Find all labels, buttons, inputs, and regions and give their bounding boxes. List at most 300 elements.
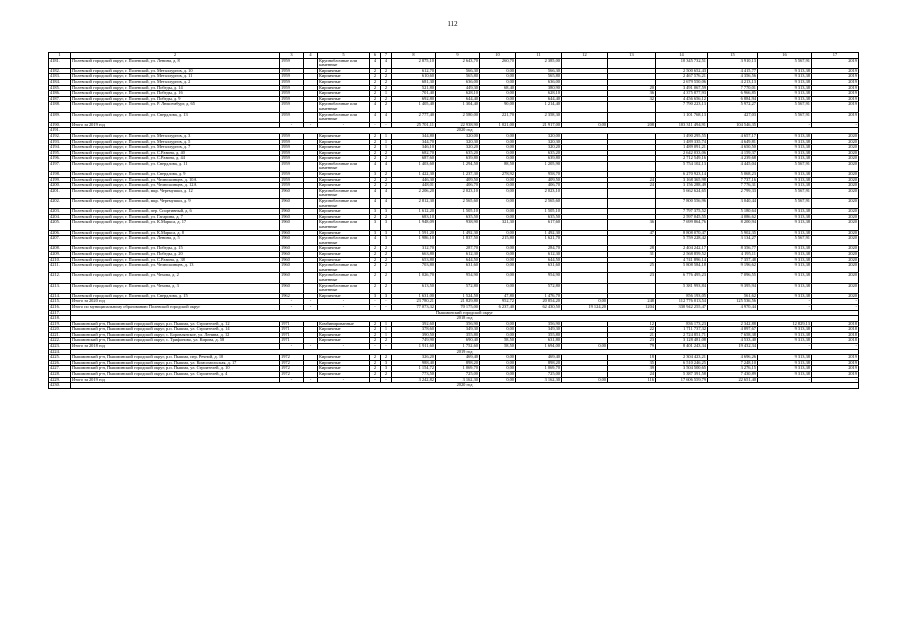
- table-cell: Кирпичные: [318, 183, 370, 189]
- table-cell: 2: [381, 79, 392, 85]
- table-cell: 4 657,17: [708, 133, 758, 139]
- table-cell: 1960: [280, 246, 304, 252]
- table-cell: 1 490 295,55: [656, 133, 708, 139]
- table-cell: 2 342,88: [708, 321, 758, 327]
- table-cell: 2 206,20: [392, 188, 436, 198]
- table-cell: 215,80: [480, 236, 516, 246]
- table-cell: 320,30: [516, 139, 562, 145]
- table-cell: 1960: [280, 214, 304, 220]
- table-cell: Кирпичные: [318, 257, 370, 263]
- table-cell: 2: [381, 355, 392, 361]
- table-cell: -: [304, 344, 318, 350]
- table-cell: 1 422,30: [392, 172, 436, 178]
- table-cell: Крупноблочные или каменные: [318, 112, 370, 122]
- table-cell: 9 313,38: [758, 366, 812, 372]
- register-table: [48, 52, 859, 389]
- table-cell: 0,00: [480, 74, 516, 80]
- row-number: 4181.: [49, 58, 71, 68]
- table-cell: 3 162,30: [516, 377, 562, 383]
- table-cell: 2: [381, 177, 392, 183]
- table-cell: 644,50: [516, 257, 562, 263]
- table-cell: 3: [370, 209, 381, 215]
- table-cell: 0,00: [480, 257, 516, 263]
- table-cell: Крупноблочные или каменные: [318, 199, 370, 209]
- table-cell: 628,10: [436, 91, 480, 97]
- table-cell: 1959: [280, 183, 304, 189]
- table-cell: 958,70: [516, 172, 562, 178]
- table-cell: 2020: [812, 199, 859, 209]
- table-cell: 9 313,38: [758, 327, 812, 333]
- page-number: 112: [447, 20, 458, 28]
- address-cell: Полевской городской округ, г. Полевской, ул. Свердлова, д. 13: [71, 112, 280, 122]
- table-row: [49, 102, 859, 112]
- table-cell: 31: [608, 251, 656, 257]
- table-cell: Кирпичные: [318, 360, 370, 366]
- table-cell: -: [812, 344, 859, 350]
- table-cell: [608, 161, 656, 171]
- table-cell: 1959: [280, 85, 304, 91]
- table-cell: 572,80: [436, 283, 480, 293]
- table-cell: [304, 199, 318, 209]
- address-cell: Пышминский р-н, Пышминский городской округ, р.п. Пышма, ул. Комсомольская, д. 17: [71, 360, 280, 366]
- table-cell: [562, 283, 608, 293]
- table-cell: 6 884,94: [708, 96, 758, 102]
- table-cell: Кирпичные: [318, 332, 370, 338]
- table-cell: 2020: [812, 133, 859, 139]
- table-cell: 2 597 045,55: [656, 214, 708, 220]
- table-cell: 4: [381, 58, 392, 68]
- table-cell: 1: [381, 321, 392, 327]
- table-cell: 521,80: [392, 85, 436, 91]
- table-cell: 9 313,38: [758, 79, 812, 85]
- row-number: 4187.: [49, 96, 71, 102]
- table-cell: 47,80: [480, 293, 516, 299]
- table-cell: Кирпичные: [318, 293, 370, 299]
- table-cell: 1959: [280, 74, 304, 80]
- address-cell: Итого по муниципальному образованию Полевской городской округ: [71, 304, 280, 310]
- table-cell: 1 021,00: [480, 122, 516, 128]
- row-number: 4228.: [49, 372, 71, 378]
- table-cell: 4 195,11: [708, 251, 758, 257]
- table-cell: 5 972,27: [708, 102, 758, 112]
- address-cell: Полевской городской округ, г. Полевской, ул. Победы, д. 9: [71, 96, 280, 102]
- table-cell: 321,30: [480, 220, 516, 230]
- table-cell: 0,00: [562, 299, 608, 305]
- table-cell: 2 643,70: [436, 58, 480, 68]
- table-cell: 5 567,91: [758, 236, 812, 246]
- table-cell: 1 205,90: [516, 161, 562, 171]
- table-cell: 2: [381, 214, 392, 220]
- table-cell: 3 168 365,98: [656, 177, 708, 183]
- table-cell: Крупноблочные или каменные: [318, 283, 370, 293]
- table-cell: 1 237,30: [436, 172, 480, 178]
- table-cell: 326,20: [392, 355, 436, 361]
- table-cell: Кирпичные: [318, 230, 370, 236]
- row-number: 4205.: [49, 220, 71, 230]
- row-number: 4211.: [49, 263, 71, 273]
- table-cell: 2: [370, 283, 381, 293]
- address-cell: Пышминский р-н, Пышминский городской округ, р.п. Пышма, пер. Речной, д. 10: [71, 355, 280, 361]
- row-number: 4217.: [49, 310, 71, 316]
- row-number: 4220.: [49, 327, 71, 333]
- address-cell: Итого за 2020 год: [71, 299, 280, 305]
- table-cell: 635,20: [436, 150, 480, 156]
- table-cell: 0,00: [480, 372, 516, 378]
- table-cell: 3: [381, 209, 392, 215]
- table-cell: [608, 236, 656, 246]
- table-cell: -: [280, 304, 304, 310]
- table-cell: 35: [608, 360, 656, 366]
- table-cell: 2 304 423,21: [656, 355, 708, 361]
- table-cell: Крупноблочные или каменные: [318, 102, 370, 112]
- table-cell: -: [280, 299, 304, 305]
- table-cell: 938,90: [436, 220, 480, 230]
- table-cell: 7 248,10: [708, 360, 758, 366]
- table-cell: 9 313,38: [758, 68, 812, 74]
- table-cell: 356,90: [436, 321, 480, 327]
- table-cell: Крупноблочные или каменные: [318, 273, 370, 283]
- table-cell: -: [318, 344, 370, 350]
- row-number: 4197.: [49, 161, 71, 171]
- table-cell: 1959: [280, 91, 304, 97]
- table-cell: -: [758, 299, 812, 305]
- table-cell: 2 812,30: [392, 199, 436, 209]
- table-cell: -: [318, 377, 370, 383]
- table-cell: 24: [608, 177, 656, 183]
- table-cell: 9 313,38: [758, 145, 812, 151]
- table-cell: 2 712 549,16: [656, 156, 708, 162]
- table-cell: 116: [608, 377, 656, 383]
- table-cell: 2019: [812, 58, 859, 68]
- table-cell: 701,40: [392, 91, 436, 97]
- table-cell: 4 375 877,93: [656, 91, 708, 97]
- table-cell: -: [370, 344, 381, 350]
- table-cell: 1: [381, 145, 392, 151]
- table-cell: 25: [608, 263, 656, 273]
- table-cell: 9 196,62: [708, 263, 758, 273]
- table-cell: [304, 161, 318, 171]
- table-cell: 5 567,91: [758, 199, 812, 209]
- table-cell: 687,60: [392, 156, 436, 162]
- table-cell: 1959: [280, 150, 304, 156]
- table-cell: -: [758, 344, 812, 350]
- table-cell: 320,20: [436, 145, 480, 151]
- table-cell: 9 313,38: [758, 150, 812, 156]
- table-cell: 1 101 768,13: [656, 112, 708, 122]
- address-cell: Полевской городской округ, г. Полевской, ул. Победы, д. 16: [71, 91, 280, 97]
- table-cell: 2 875,10: [392, 58, 436, 68]
- table-cell: 1 986,10: [392, 236, 436, 246]
- table-cell: [562, 112, 608, 122]
- table-cell: 2019: [812, 372, 859, 378]
- table-cell: 23 780,21: [392, 299, 436, 305]
- table-cell: 636,00: [516, 79, 562, 85]
- table-cell: 1 069,70: [516, 366, 562, 372]
- address-cell: Полевской городской округ, г. Полевской, ул. Ленина, д. 5: [71, 236, 280, 246]
- table-cell: 1971: [280, 338, 304, 344]
- table-cell: 1972: [280, 372, 304, 378]
- table-cell: 954,90: [436, 273, 480, 283]
- table-cell: 2: [381, 246, 392, 252]
- table-cell: 330 942 255,47: [656, 304, 708, 310]
- table-cell: 3 128 481,08: [656, 338, 708, 344]
- table-cell: 2: [370, 183, 381, 189]
- table-cell: 5 902,35: [708, 230, 758, 236]
- table-cell: 2: [370, 68, 381, 74]
- table-cell: 631,80: [516, 338, 562, 344]
- table-cell: [562, 199, 608, 209]
- table-cell: 1 304,40: [436, 102, 480, 112]
- table-cell: 0,00: [480, 283, 516, 293]
- table-cell: [304, 112, 318, 122]
- table-cell: 644,40: [516, 96, 562, 102]
- table-cell: 4 696,26: [708, 355, 758, 361]
- table-cell: 644,40: [436, 96, 480, 102]
- table-cell: -: [304, 299, 318, 305]
- table-cell: 2019: [812, 85, 859, 91]
- table-cell: 312,70: [392, 246, 436, 252]
- table-cell: 4 159,37: [708, 150, 758, 156]
- table-cell: 9 313,38: [758, 273, 812, 283]
- table-cell: 9 313,38: [758, 293, 812, 299]
- table-cell: 23: [608, 338, 656, 344]
- table-cell: 2: [370, 133, 381, 139]
- table-cell: 3: [370, 220, 381, 230]
- table-cell: 1 403,60: [392, 161, 436, 171]
- table-cell: [562, 220, 608, 230]
- table-cell: 3 134,27: [708, 236, 758, 246]
- table-cell: 1 214,40: [516, 102, 562, 112]
- table-cell: 390,50: [392, 332, 436, 338]
- row-number: 4206.: [49, 230, 71, 236]
- row-number: 4186.: [49, 91, 71, 97]
- table-cell: -: [370, 299, 381, 305]
- table-cell: 2020: [812, 156, 859, 162]
- table-cell: 5 567,91: [758, 112, 812, 122]
- table-cell: 0,00: [480, 188, 516, 198]
- table-cell: 3: [381, 360, 392, 366]
- table-cell: Кирпичные: [318, 91, 370, 97]
- table-cell: 4: [381, 199, 392, 209]
- address-cell: Полевской городской округ, г. Полевской, ул. Свердлова, д. 15: [71, 293, 280, 299]
- row-number: 4207.: [49, 236, 71, 246]
- table-cell: 1960: [280, 230, 304, 236]
- table-cell: Крупноблочные или каменные: [318, 188, 370, 198]
- table-cell: 18: [608, 355, 656, 361]
- row-number: 4182.: [49, 68, 71, 74]
- address-cell: Полевской городской округ, г. Полевской, ул. Металлургов, д. 2: [71, 79, 280, 85]
- table-cell: 2: [381, 74, 392, 80]
- table-cell: 4 213,13: [708, 79, 758, 85]
- table-cell: 2: [381, 283, 392, 293]
- row-number: 4184.: [49, 79, 71, 85]
- table-cell: -: [812, 122, 859, 128]
- row-number: 4230.: [49, 383, 71, 389]
- address-cell: Полевской городской округ, г. Полевской, мкр. Черемушки, д. 12: [71, 188, 280, 198]
- table-cell: 7 699 864,76: [656, 220, 708, 230]
- row-number: 4210.: [49, 257, 71, 263]
- table-cell: 287,70: [436, 246, 480, 252]
- table-cell: 68,40: [480, 85, 516, 91]
- table-cell: 3: [370, 293, 381, 299]
- table-cell: 690,40: [436, 338, 480, 344]
- table-cell: 1960: [280, 263, 304, 273]
- table-cell: 448,01: [392, 183, 436, 189]
- row-number: 4196.: [49, 156, 71, 162]
- table-cell: Кирпичные: [318, 150, 370, 156]
- table-cell: 1 948,09: [392, 220, 436, 230]
- table-cell: 8 401 243,34: [656, 344, 708, 350]
- table-cell: 2019: [812, 112, 859, 122]
- table-cell: 5 759 228,42: [656, 236, 708, 246]
- table-cell: 2020: [812, 150, 859, 156]
- table-cell: 25 701,11: [392, 122, 436, 128]
- table-cell: -: [370, 377, 381, 383]
- table-cell: 639,80: [436, 156, 480, 162]
- table-cell: 12 829,13: [758, 321, 812, 327]
- column-number: 11: [516, 53, 562, 59]
- table-cell: Кирпичные: [318, 214, 370, 220]
- table-cell: 5 381 993,84: [656, 283, 708, 293]
- table-cell: [608, 199, 656, 209]
- table-cell: 0,00: [480, 246, 516, 252]
- table-cell: 561,62: [708, 293, 758, 299]
- address-cell: Полевской городской округ, г. Полевской, ул. Ленина, д. 8: [71, 58, 280, 68]
- table-cell: 4 533,40: [708, 338, 758, 344]
- table-cell: [304, 58, 318, 68]
- table-cell: Крупноблочные или каменные: [318, 263, 370, 273]
- column-number: 10: [480, 53, 516, 59]
- table-cell: 1959: [280, 133, 304, 139]
- table-cell: 3 242,82: [392, 377, 436, 383]
- table-cell: 7 096,55: [708, 273, 758, 283]
- table-cell: 9 313,38: [758, 220, 812, 230]
- table-cell: 1971: [280, 327, 304, 333]
- table-cell: Кирпичные: [318, 327, 370, 333]
- table-cell: Кирпичные: [318, 79, 370, 85]
- table-cell: 1 489 091,21: [656, 145, 708, 151]
- table-cell: 3 162,30: [436, 377, 480, 383]
- row-number: 4226.: [49, 360, 71, 366]
- table-cell: 9 313,38: [758, 372, 812, 378]
- table-cell: 356,90: [516, 321, 562, 327]
- column-number: 2: [71, 53, 280, 59]
- table-cell: 9 313,38: [758, 332, 812, 338]
- table-cell: 344,80: [392, 133, 436, 139]
- table-cell: 4: [370, 236, 381, 246]
- row-number: 4193.: [49, 139, 71, 145]
- table-cell: [562, 263, 608, 273]
- table-cell: 898,20: [516, 360, 562, 366]
- table-cell: 1960: [280, 251, 304, 257]
- table-cell: 2019: [812, 79, 859, 85]
- table-cell: 0,00: [480, 366, 516, 372]
- table-cell: -: [304, 304, 318, 310]
- table-cell: 2019: [812, 355, 859, 361]
- table-row: [49, 283, 859, 293]
- row-number: 4204.: [49, 214, 71, 220]
- address-cell: Пышминский р-н, Пышминский городской округ, с. Боровлянское, ул. Ленина, д. 12: [71, 332, 280, 338]
- table-cell: -: [304, 122, 318, 128]
- table-cell: 4 650,50: [708, 145, 758, 151]
- table-cell: 1972: [280, 355, 304, 361]
- table-cell: 4: [370, 102, 381, 112]
- table-cell: 7 737,16: [708, 177, 758, 183]
- row-number: 4209.: [49, 251, 71, 257]
- row-number: 4213.: [49, 283, 71, 293]
- table-cell: 3 040,44: [708, 199, 758, 209]
- table-cell: 77 073,32: [392, 304, 436, 310]
- table-cell: 88,50: [480, 161, 516, 171]
- table-cell: 836 173,23: [656, 321, 708, 327]
- table-cell: 612,70: [392, 68, 436, 74]
- table-cell: 4 239,68: [708, 156, 758, 162]
- table-cell: 3: [381, 293, 392, 299]
- table-cell: [562, 58, 608, 68]
- table-cell: 635,50: [436, 214, 480, 220]
- table-cell: Кирпичные: [318, 68, 370, 74]
- table-cell: 2018: [812, 332, 859, 338]
- table-cell: 898,20: [436, 360, 480, 366]
- table-cell: 1962: [280, 293, 304, 299]
- table-cell: 4 415,77: [708, 68, 758, 74]
- table-cell: 3 504 500,65: [656, 366, 708, 372]
- section-title: 2020 год: [71, 383, 859, 389]
- table-cell: Кирпичные: [318, 246, 370, 252]
- table-cell: 32: [608, 96, 656, 102]
- table-cell: 4: [370, 199, 381, 209]
- table-cell: 0,00: [562, 344, 608, 350]
- table-cell: 0,00: [480, 79, 516, 85]
- table-cell: 1960: [280, 188, 304, 198]
- table-cell: 2 777,40: [392, 112, 436, 122]
- table-cell: 681,30: [392, 79, 436, 85]
- table-cell: 4 356,56: [708, 74, 758, 80]
- table-cell: [562, 161, 608, 171]
- table-cell: -: [758, 122, 812, 128]
- table-cell: 2 023,10: [436, 188, 480, 198]
- table-cell: 320,00: [516, 133, 562, 139]
- table-cell: 9 313,38: [758, 283, 812, 293]
- table-cell: 4 086,62: [708, 214, 758, 220]
- table-cell: 2: [370, 156, 381, 162]
- table-cell: 1960: [280, 273, 304, 283]
- table-cell: 4: [381, 161, 392, 171]
- address-cell: Полевской городской округ, г. Полевской, ул. К.Маркса, д. 17: [71, 220, 280, 230]
- table-cell: Кирпичные: [318, 177, 370, 183]
- table-cell: -: [812, 377, 859, 383]
- table-cell: 320,30: [436, 139, 480, 145]
- table-cell: 0,00: [480, 377, 516, 383]
- address-cell: Пышминский р-н, Пышминский городской округ, р.п. Пышма, ул. Строителей, д. 4: [71, 372, 280, 378]
- table-cell: 1972: [280, 360, 304, 366]
- table-cell: Крупноблочные или каменные: [318, 220, 370, 230]
- table-cell: 39: [608, 366, 656, 372]
- table-cell: 1: [381, 332, 392, 338]
- table-cell: 2 385,00: [516, 58, 562, 68]
- table-cell: 0,00: [480, 273, 516, 283]
- table-cell: 5 808 584,18: [656, 263, 708, 273]
- table-row: [49, 58, 859, 68]
- address-cell: Полевской городской округ, г. Полевской, ул. Победы, д. 14: [71, 85, 280, 91]
- table-cell: 612,30: [516, 251, 562, 257]
- table-cell: 10 345 732,51: [656, 58, 708, 68]
- table-cell: 3: [381, 366, 392, 372]
- table-cell: 2: [370, 338, 381, 344]
- row-number: 4189.: [49, 112, 71, 122]
- table-row: [49, 112, 859, 122]
- table-cell: -: [381, 304, 392, 310]
